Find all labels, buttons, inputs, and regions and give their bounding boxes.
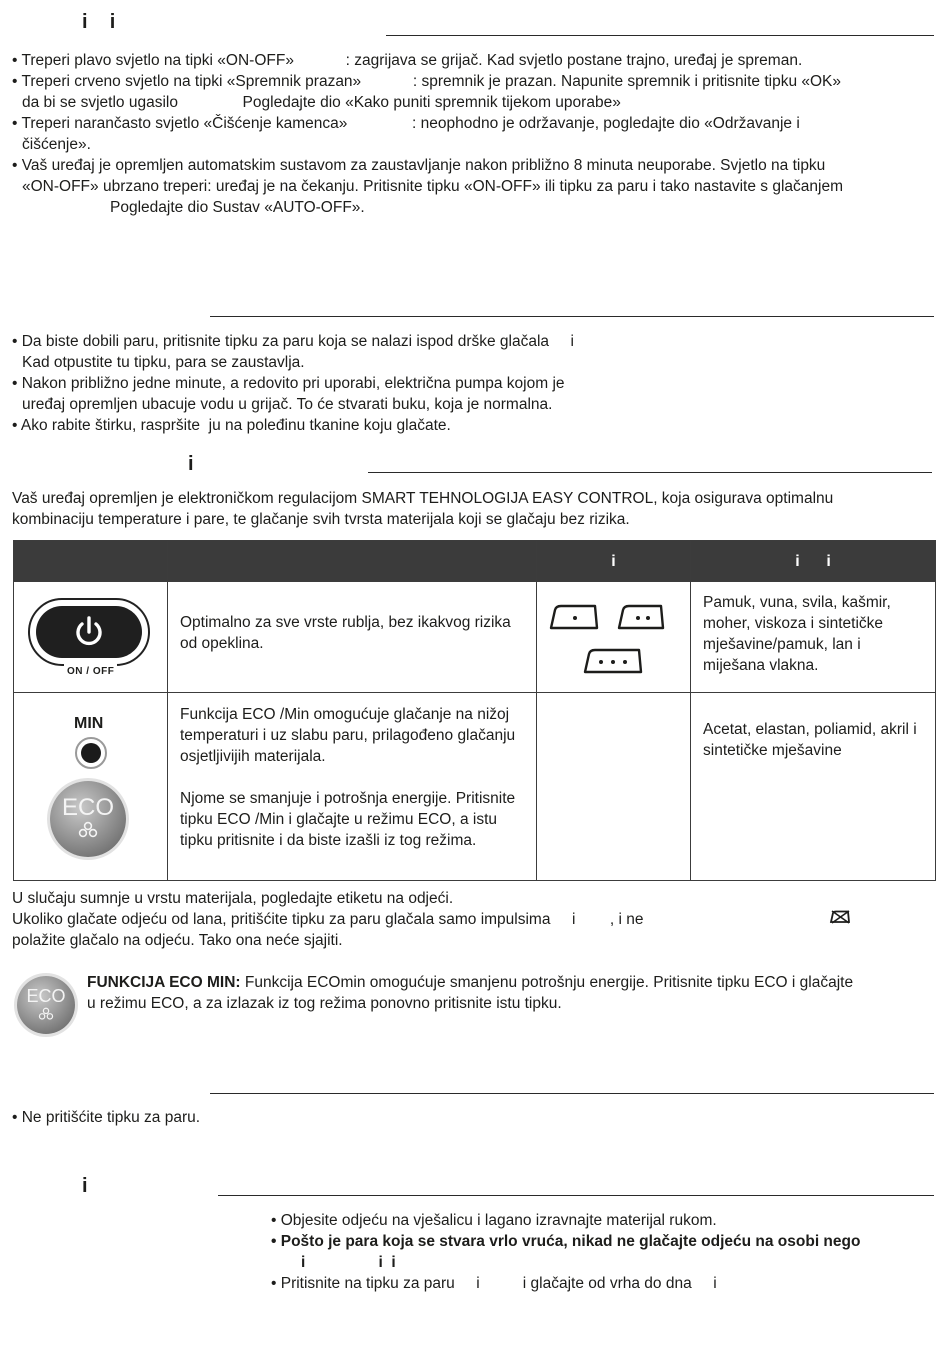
- table-row: [14, 693, 936, 881]
- table-header-fabrics: i i: [691, 541, 936, 582]
- section1-heading: i i: [82, 11, 116, 33]
- bullet-auto-off-l1: • Vaš uređaj je opremljen automatskim sustavom za zaustavljanje nakon približno 8 minuta neuporabe. Svjetlo na tipku: [12, 157, 826, 174]
- section1-bullets: [12, 50, 938, 218]
- min-label: MIN: [74, 715, 104, 732]
- iron-temperature-icons: [537, 582, 690, 686]
- power-icon: [36, 606, 142, 658]
- bullet-pump-l1: • Nakon približno jedne minute, a redovito pri uporabi, električna pumpa kojom je: [12, 375, 565, 392]
- onoff-cell: [14, 582, 168, 693]
- intro-line-1: Vaš uređaj opremljen je elektroničkom regulacijom SMART TEHNOLOGIJA EASY CONTROL, koja osigurava optimalnu: [12, 490, 834, 507]
- bullet-steam-l1: • Da biste dobili paru, pritisnite tipku za paru koja se nalazi ispod drške glačala i: [12, 333, 574, 350]
- bullet-pump-l2: uređaj opremljen ubacuje vodu u grijač. To će stvarati buku, koja je normalna.: [22, 396, 553, 413]
- table-header-button: [14, 541, 168, 582]
- section5-heading: i: [82, 1175, 88, 1197]
- iron-one-dot-icon: [551, 606, 597, 628]
- section3-intro: [12, 488, 938, 530]
- onoff-button-graphic: [28, 598, 150, 666]
- iron-two-dots-icon: [619, 606, 663, 628]
- eco-cell: [14, 693, 168, 881]
- bullet-auto-off-l3: Pogledajte dio Sustav «AUTO-OFF».: [110, 199, 365, 216]
- eco-button-icon: ECO: [50, 781, 126, 857]
- bullet-warning-l1: • Pošto je para koja se stvara vrlo vruća, nikad ne glačajte odjeću na osobi nego: [271, 1233, 861, 1250]
- eco-function-icon: ECO: [17, 976, 75, 1034]
- section4-bullets: [12, 1107, 612, 1128]
- row2-fabrics: Acetat, elastan, poliamid, akril i sintetičke mješavine: [691, 693, 936, 881]
- bullet-starch: • Ako rabite štirku, raspršite ju na poleđinu tkanine koju glačate.: [12, 417, 451, 434]
- bullet-steam-l2: Kad otpustite tu tipku, para se zaustavlja.: [22, 354, 305, 371]
- no-steam-icon: [829, 910, 851, 924]
- bullet-no-steam: • Ne pritišćite tipku za paru.: [12, 1109, 201, 1126]
- bullet-auto-off-l2: «ON-OFF» ubrzano treperi: uređaj je na čekanju. Pritisnite tipku «ON-OFF» ili tipku za paru i tako nastavite s glačanjem: [22, 178, 844, 195]
- section3-rule: [368, 472, 932, 473]
- row1-fabrics: Pamuk, vuna, svila, kašmir, moher, viskoza i sintetičke mješavine/pamuk, lan i miješana vlakna.: [691, 582, 936, 693]
- row1-description: Optimalno za sve vrste rublja, bez ikakvog rizika od opeklina.: [168, 582, 537, 693]
- bullet-warning-l2: i i i: [301, 1254, 396, 1271]
- row2-temperature: [537, 693, 691, 881]
- bullet-blue-light: • Treperi plavo svjetlo na tipki «ON-OFF» : zagrijava se grijač. Kad svjetlo postane trajno, uređaj je spreman.: [12, 52, 803, 69]
- intro-line-2: kombinaciju temperature i pare, te glačanje svih tvrsta materijala koji se glačaju bez rizika.: [12, 511, 630, 528]
- section2-bullets: [12, 331, 692, 436]
- section4-rule: [210, 1093, 934, 1094]
- eco-function-desc-l2: u režimu ECO, a za izlazak iz tog režima ponovno pritisnite istu tipku.: [87, 995, 562, 1012]
- table-header-use: [168, 541, 537, 582]
- steam-drops-icon: [38, 1007, 54, 1021]
- section5-bullets: [271, 1210, 937, 1294]
- row2-description: Funkcija ECO /Min omogućuje glačanje na nižoj temperaturi i uz slabu paru, prilagođeno glačanju osjetljivijih materijala. Njome se smanjuje i potrošnja energije. Pritisnite tipku ECO /Min i glačajte u režimu ECO, a istu tipku pritisnite i da biste izašli iz tog režima.: [168, 693, 537, 881]
- bullet-vertical-steam: • Pritisnite na tipku za paru i i glačajte od vrha do dna i: [271, 1275, 717, 1292]
- note-line-1: U slučaju sumnje u vrstu materijala, pogledajte etiketu na odjeći.: [12, 890, 454, 907]
- row1-temperature-icons: [537, 582, 691, 693]
- min-indicator-icon: [75, 737, 107, 769]
- section3-notes: [12, 888, 938, 951]
- section1-rule: [386, 35, 934, 36]
- bullet-orange-light-l1: • Treperi narančasto svjetlo «Čišćenje kamenca» : neophodno je održavanje, pogledajte dio «Održavanje i: [12, 115, 800, 132]
- table-row: [14, 582, 936, 693]
- eco-function-text: [87, 972, 937, 1014]
- table-header-temperature: i: [537, 541, 691, 582]
- onoff-label: ON / OFF: [64, 661, 117, 682]
- note-line-3: polažite glačalo na odjeću. Tako ona neće sjajiti.: [12, 932, 343, 949]
- steam-drops-icon: [78, 821, 98, 839]
- section2-rule: [210, 316, 934, 317]
- bullet-hang-garment: • Objesite odjeću na vješalicu i lagano izravnajte materijal rukom.: [271, 1212, 717, 1229]
- bullet-red-light-l1: • Treperi crveno svjetlo na tipki «Spremnik prazan» : spremnik je prazan. Napunite spremnik i pritisnite tipku «OK»: [12, 73, 842, 90]
- settings-table: [13, 540, 936, 881]
- bullet-orange-light-l2: čišćenje».: [22, 136, 91, 153]
- note-line-2: Ukoliko glačate odjeću od lana, pritišćite tipku za paru glačala samo impulsima i , i ne: [12, 911, 644, 928]
- iron-three-dots-icon: [585, 650, 641, 672]
- section3-heading: i: [188, 453, 194, 475]
- eco-function-desc-l1: Funkcija ECOmin omogućuje smanjenu potrošnju energije. Pritisnite tipku ECO i glačajte: [240, 974, 854, 991]
- table-header-row: [14, 541, 936, 582]
- section5-rule: [218, 1195, 934, 1196]
- bullet-red-light-l2: da bi se svjetlo ugasilo Pogledajte dio «Kako puniti spremnik tijekom uporabe»: [22, 94, 621, 111]
- eco-function-title: FUNKCIJA ECO MIN:: [87, 974, 241, 991]
